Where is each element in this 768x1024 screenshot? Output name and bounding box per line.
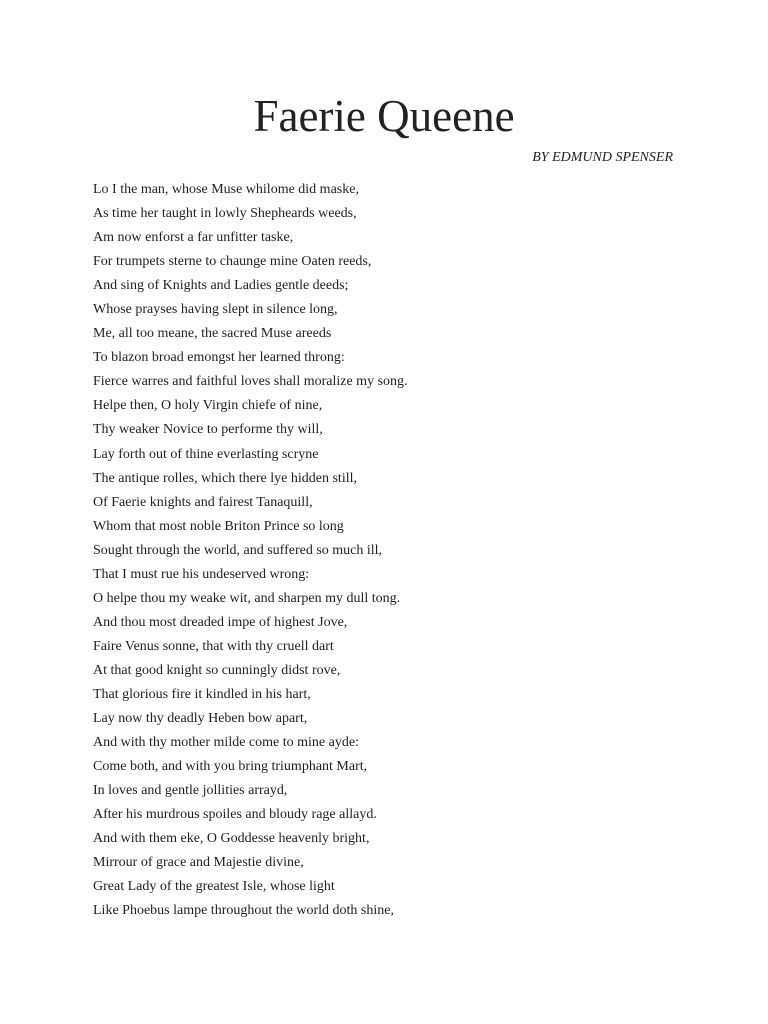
poem-line: For trumpets sterne to chaunge mine Oaten reeds, (93, 254, 372, 270)
poem-line: Thy weaker Novice to performe thy will, (93, 422, 323, 438)
poem-line: Helpe then, O holy Virgin chiefe of nine, (93, 398, 323, 414)
poem-line: Lo I the man, whose Muse whilome did maske, (93, 182, 359, 197)
document-title: Faerie Queene (253, 91, 515, 141)
poem-line: Great Lady of the greatest Isle, whose light (93, 879, 335, 895)
poem-body (93, 178, 693, 923)
poem-line: Lay now thy deadly Heben bow apart, (93, 711, 308, 727)
poem-line: As time her taught in lowly Shepheards weeds, (93, 206, 357, 222)
poem-line: Sought through the world, and suffered so much ill, (93, 542, 383, 558)
poem-line: Mirrour of grace and Majestie divine, (93, 855, 304, 871)
poem-line: Come both, and with you bring triumphant Mart, (93, 759, 368, 775)
poem-line: Faire Venus sonne, that with thy cruell dart (93, 638, 334, 654)
poem-line: That I must rue his undeserved wrong: (93, 566, 310, 582)
poem-line: To blazon broad emongst her learned throng: (93, 350, 345, 366)
poem-line: And sing of Knights and Ladies gentle deeds; (93, 278, 349, 294)
author-byline: BY EDMUND SPENSER (532, 150, 673, 165)
poem-line: And thou most dreaded impe of highest Jove, (93, 614, 348, 630)
poem-line: The antique rolles, which there lye hidden still, (93, 470, 357, 486)
poem-line: Whom that most noble Briton Prince so long (93, 518, 344, 534)
poem-line: Me, all too meane, the sacred Muse areeds (93, 326, 332, 342)
poem-line: Like Phoebus lampe throughout the world doth shine, (93, 903, 394, 919)
poem-line: At that good knight so cunningly didst rove, (93, 662, 341, 678)
poem-line: That glorious fire it kindled in his hart, (93, 686, 311, 702)
poem-line: Lay forth out of thine everlasting scryne (93, 446, 319, 462)
poem-line: Fierce warres and faithful loves shall moralize my song. (93, 374, 408, 390)
poem-line: Of Faerie knights and fairest Tanaquill, (93, 494, 313, 510)
poem-line: O helpe thou my weake wit, and sharpen my dull tong. (93, 590, 401, 606)
poem-line: Whose prayses having slept in silence long, (93, 302, 338, 318)
poem-line: Am now enforst a far unfitter taske, (93, 230, 294, 246)
poem-line: After his murdrous spoiles and bloudy rage allayd. (93, 807, 377, 823)
poem-line: In loves and gentle jollities arrayd, (93, 783, 288, 799)
poem-line: And with thy mother milde come to mine ayde: (93, 735, 359, 751)
poem-line: And with them eke, O Goddesse heavenly bright, (93, 831, 370, 847)
